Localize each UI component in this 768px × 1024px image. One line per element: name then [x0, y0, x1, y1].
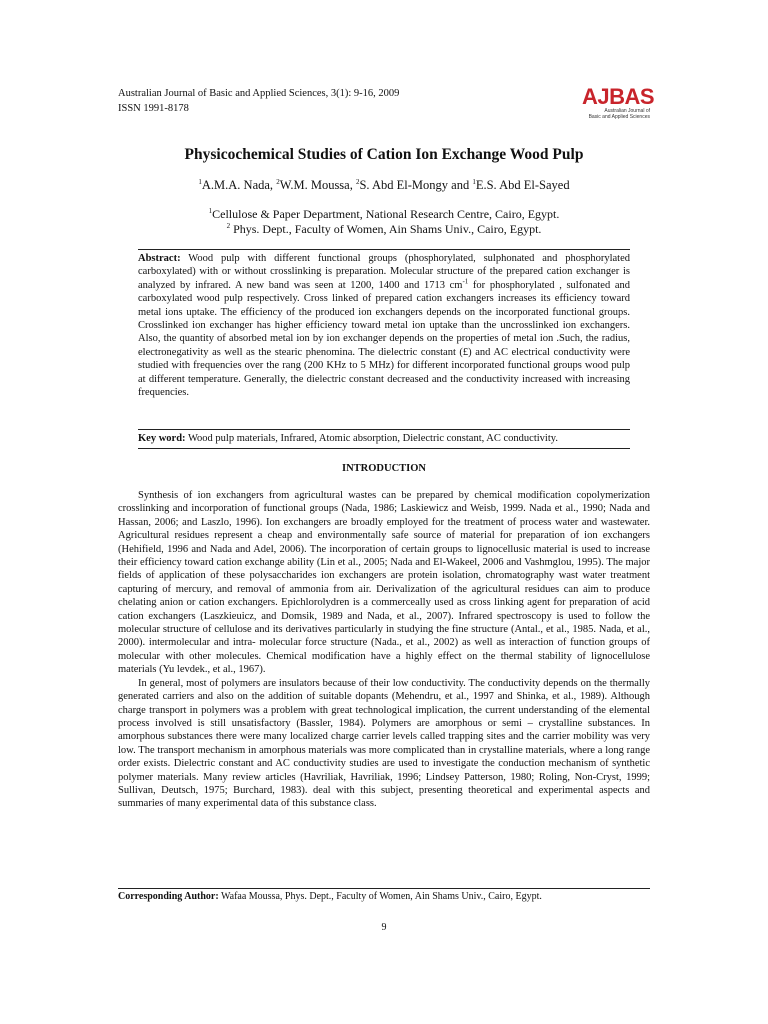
author-affil-mark: 1: [198, 177, 202, 186]
affiliations: [0, 207, 768, 237]
abstract-text: Wood pulp with different functional groups (phosphorylated, sulphonated and phosphorylated carboxylated) with or without crosslinking is preparation. Molecular structure of the prepared cation exchanger is analyzed by infrared. A new band was seen at 1200, 1400 and 1713 cm: [138, 253, 630, 291]
author-affil-mark: 1: [472, 177, 476, 186]
affiliation-mark: 1: [208, 207, 213, 215]
abstract-top-rule: [138, 249, 630, 250]
keywords-label: Key word:: [138, 433, 186, 444]
footnote-rule: [118, 888, 650, 889]
introduction-body: [118, 489, 650, 811]
section-heading-introduction: INTRODUCTION: [341, 463, 426, 474]
logo-text: AJBAS: [582, 84, 655, 109]
author-name: W.M. Moussa,: [279, 178, 356, 192]
unit-superscript: -1: [462, 277, 469, 286]
journal-logo: [582, 84, 655, 120]
abstract-label: Abstract:: [138, 253, 181, 264]
journal-issn: ISSN 1991-8178: [118, 103, 189, 114]
author-list: [0, 178, 768, 193]
paper-title: Physicochemical Studies of Cation Ion Exchange Wood Pulp: [184, 146, 584, 163]
author-affil-mark: 2: [276, 177, 280, 186]
journal-citation: Australian Journal of Basic and Applied Sciences, 3(1): 9-16, 2009: [118, 88, 400, 99]
affiliation-text: Cellulose & Paper Department, National Research Centre, Cairo, Egypt.: [212, 207, 560, 221]
footnote-label: Corresponding Author:: [118, 891, 219, 902]
footnote-text: Wafaa Moussa, Phys. Dept., Faculty of Women, Ain Shams Univ., Cairo, Egypt.: [218, 891, 542, 902]
page-number: 9: [381, 922, 387, 933]
body-paragraph: In general, most of polymers are insulators because of their low conductivity. The conductivity depends on the thermally generated carriers and also on the addition of suitable dopants (Mehendru, et al., 1997 and Shinka, et al., 1989). Although charge transport in polymers was a problem with great technological implication, the current understanding of the elemental process involved is still unsatisfactory (Bassler, 1984). Polymers are amorphous or semi – crystalline substances. In amorphous substances there were many localized charge carrier levels called trapping sites and the carrier mobility was very low. The transport mechanism in amorphous materials was more complicated than in crystalline materials, where a long range order exists. Dielectric constant and AC conductivity studies are used to investigate the conduction mechanism of synthetic polymer materials. Many review articles (Havriliak, Havriliak, 1996; Lindsey Patterson, 1980; Roling, Non-Cryst, 1999; Sullivan, Deutsch, 1975; Burchard, 1983). deal with this subject, presenting theoretical and experimental aspects and summaries of many experimental data of this substance class.: [118, 677, 650, 810]
keywords-text: Wood pulp materials, Infrared, Atomic absorption, Dielectric constant, AC conductivity.: [185, 433, 558, 444]
author-name: S. Abd El-Mongy and: [359, 178, 473, 192]
journal-header: [118, 86, 399, 116]
corresponding-author-footnote: [118, 891, 542, 902]
affiliation-mark: 2: [226, 222, 231, 230]
author-name: E.S. Abd El-Sayed: [475, 178, 570, 192]
affiliation-1: [0, 207, 768, 222]
author-affil-mark: 2: [355, 177, 360, 186]
affiliation-2: [0, 222, 768, 237]
keywords-top-rule: [138, 429, 630, 430]
affiliation-text: Phys. Dept., Faculty of Women, Ain Shams Univ., Cairo, Egypt.: [230, 222, 542, 236]
body-paragraph: Synthesis of ion exchangers from agricultural wastes can be prepared by chemical modification copolymerization crosslinking and incorporation of functional groups (Nada, 1986; Laskiewicz and Weisb, 1999. Nada et al., 1990; Nada and Hassan, 2006; and Laszlo, 1996). Ion exchangers are broadly employed for the treatment of process water and wastewater. Agricultural residues represent a cheap and environmentally safe source of material for preparation of ion exchangers (Hehifield, 1996 and Nada and Adel, 2006). The incorporation of certain groups to lignocellusic material is used to increase their efficiency toward cation exchange ability (Lin et al., 2005; Nada and El-Wakeel, 2006 and Vashmglou, 1995). The major fields of application of these polysaccharides ion exchangers are protein isolation, chromatography wast water treatment capturing of mercury, and removal of ammonia from air. Derivalization of the agricultural residues can aim to produce chelating anion or cation exchangers. Epichlorolydren is a commerceally used as cross linking agent for preparation of acid cation exchangers (Laszkieuicz, and Domsik, 1989 and Nada, et al., 2007). Infrared spectroscopy is used to follow the molecular structure of cellulose and its derivatives particularly in studying the fine structure (Antal., et al., 1985. Nada, et al., 2000). intermolecular and intra- molecular force structure (Nada., et al., 2002) as well as interaction of function groups of molecular with other molecules. Chemical modification have a highly effect on the thermal stability of lignocellulose materials (Yu levdek., et al., 1967).: [118, 490, 650, 676]
keywords-bottom-rule: [138, 448, 630, 449]
logo-subtitle-1: Australian Journal of: [604, 108, 650, 114]
abstract: [138, 252, 630, 399]
author-name: A.M.A. Nada,: [201, 178, 277, 192]
logo-subtitle-2: Basic and Applied Sciences: [588, 114, 650, 120]
keywords: [138, 432, 630, 446]
abstract-text-continued: for phosphorylated , sulfonated and carboxylated wood pulp respectively. Cross linked of prepared cation exchangers increases its efficiency toward metal ions uptake. The efficiency of the produced ion exchangers depends on the incorporated functional groups. Crosslinked ion exchanger has higher efficiency toward metal ion uptake than the uncrosslinked ion exchangers. Also, the quantity of absorbed metal ion by ion exchanger depends on the properties of metal ion .Such, the radius, electronegativity as well as the stearic phenomina. The dielectric constant (£) and AC electrical conductivity were studied with frequencies over the rang (200 KHz to 5 MHz) for different incorporated functional groups wood pulp at different temperature. Generally, the dielectric constant decreased and the conductivity increased with increasing frequencies.: [138, 279, 630, 399]
